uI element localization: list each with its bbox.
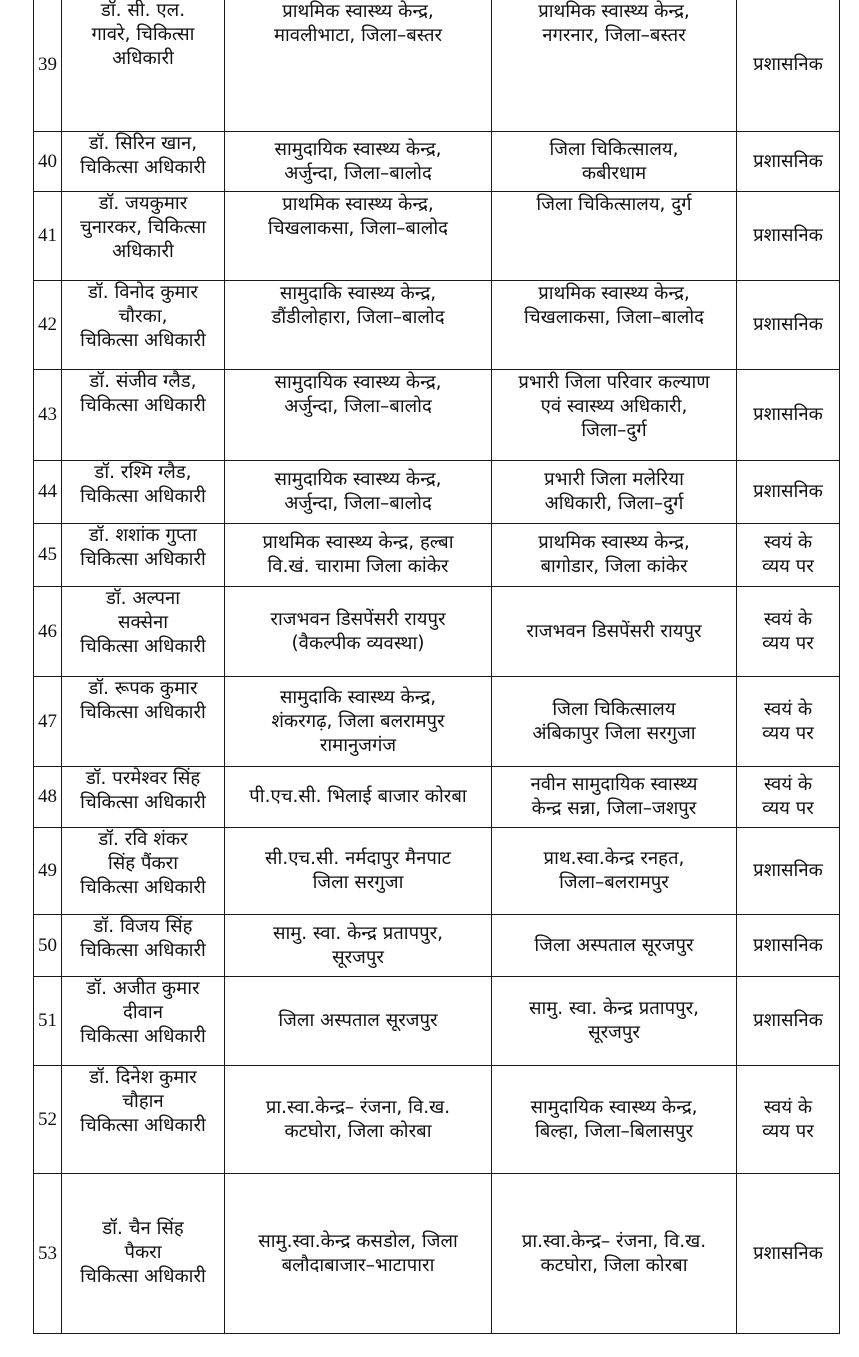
current-posting-cell: सामुदायिक स्वास्थ्य केन्द्र, अर्जुन्दा, जिला–बालोद [225,370,492,461]
current-posting-cell: जिला अस्पताल सूरजपुर [225,977,492,1066]
transfer-type-cell: स्वयं के व्यय पर [737,1066,840,1174]
current-posting-cell: प्राथमिक स्वास्थ्य केन्द्र, हल्बा वि.खं. चारामा जिला कांकेर [225,524,492,587]
officer-name-cell: डॉ. विनोद कुमार चौरका, चिकित्सा अधिकारी [62,281,225,370]
officer-name-cell: डॉ. अल्पना सक्सेना चिकित्सा अधिकारी [62,587,225,677]
new-posting-cell: प्रभारी जिला मलेरिया अधिकारी, जिला–दुर्ग [492,461,737,524]
transfer-type-cell: स्वयं के व्यय पर [737,677,840,767]
new-posting-cell: प्राथमिक स्वास्थ्य केन्द्र, नगरनार, जिला–बस्तर [492,0,737,132]
transfer-type-cell: प्रशासनिक [737,0,840,132]
transfer-type-cell: प्रशासनिक [737,370,840,461]
new-posting-cell: प्रभारी जिला परिवार कल्याण एवं स्वास्थ्य अधिकारी, जिला–दुर्ग [492,370,737,461]
table-row [34,1066,840,1174]
officer-name-cell: डॉ. चैन सिंह पैकरा चिकित्सा अधिकारी [62,1174,225,1334]
serial-number-cell: 39 [34,0,62,132]
officer-name-cell: डॉ. विजय सिंह चिकित्सा अधिकारी [62,915,225,977]
current-posting-cell: प्रा.स्वा.केन्द्र– रंजना, वि.ख. कटघोरा, जिला कोरबा [225,1066,492,1174]
table-row [34,281,840,370]
transfer-type-cell: प्रशासनिक [737,281,840,370]
serial-number-cell: 48 [34,767,62,828]
officer-name-cell: डॉ. रवि शंकर सिंह पैंकरा चिकित्सा अधिकारी [62,828,225,915]
serial-number-cell: 52 [34,1066,62,1174]
current-posting-cell: सामुदायिक स्वास्थ्य केन्द्र, अर्जुन्दा, जिला–बालोद [225,132,492,192]
serial-number-cell: 41 [34,192,62,281]
table-row [34,677,840,767]
table-row [34,977,840,1066]
transfer-type-cell: प्रशासनिक [737,461,840,524]
new-posting-cell: जिला चिकित्सालय, दुर्ग [492,192,737,281]
table-row [34,587,840,677]
table-row [34,192,840,281]
transfer-type-cell: प्रशासनिक [737,828,840,915]
officer-name-cell: डॉ. शशांक गुप्ता चिकित्सा अधिकारी [62,524,225,587]
serial-number-cell: 47 [34,677,62,767]
serial-number-cell: 53 [34,1174,62,1334]
new-posting-cell: प्राथमिक स्वास्थ्य केन्द्र, चिखलाकसा, जिला–बालोद [492,281,737,370]
serial-number-cell: 40 [34,132,62,192]
new-posting-cell: प्राथ.स्वा.केन्द्र रनहत, जिला–बलरामपुर [492,828,737,915]
table-row [34,1174,840,1334]
table-row [34,915,840,977]
serial-number-cell: 43 [34,370,62,461]
current-posting-cell: सामुदायिक स्वास्थ्य केन्द्र, अर्जुन्दा, जिला–बालोद [225,461,492,524]
table-row [34,132,840,192]
transfer-table [33,0,840,1334]
officer-name-cell: डॉ. अजीत कुमार दीवान चिकित्सा अधिकारी [62,977,225,1066]
serial-number-cell: 49 [34,828,62,915]
transfer-type-cell: प्रशासनिक [737,132,840,192]
transfer-type-cell: प्रशासनिक [737,1174,840,1334]
serial-number-cell: 51 [34,977,62,1066]
transfer-type-cell: प्रशासनिक [737,915,840,977]
officer-name-cell: डॉ. परमेश्वर सिंह चिकित्सा अधिकारी [62,767,225,828]
table-row [34,461,840,524]
table-row [34,767,840,828]
new-posting-cell: सामुदायिक स्वास्थ्य केन्द्र, बिल्हा, जिला–बिलासपुर [492,1066,737,1174]
table-body [34,0,840,1334]
transfer-type-cell: स्वयं के व्यय पर [737,587,840,677]
new-posting-cell: प्रा.स्वा.केन्द्र– रंजना, वि.ख. कटघोरा, जिला कोरबा [492,1174,737,1334]
current-posting-cell: सी.एच.सी. नर्मदापुर मैनपाट जिला सरगुजा [225,828,492,915]
serial-number-cell: 44 [34,461,62,524]
officer-name-cell: डॉ. संजीव ग्लैड, चिकित्सा अधिकारी [62,370,225,461]
transfer-type-cell: स्वयं के व्यय पर [737,767,840,828]
new-posting-cell: जिला चिकित्सालय अंबिकापुर जिला सरगुजा [492,677,737,767]
officer-name-cell: डॉ. जयकुमार चुनारकर, चिकित्सा अधिकारी [62,192,225,281]
officer-name-cell: डॉ. सिरिन खान, चिकित्सा अधिकारी [62,132,225,192]
current-posting-cell: प्राथमिक स्वास्थ्य केन्द्र, चिखलाकसा, जिला–बालोद [225,192,492,281]
table-row [34,828,840,915]
officer-name-cell: डॉ. सी. एल. गावरे, चिकित्सा अधिकारी [62,0,225,132]
current-posting-cell: प्राथमिक स्वास्थ्य केन्द्र, मावलीभाटा, जिला–बस्तर [225,0,492,132]
officer-name-cell: डॉ. रश्मि ग्लैड, चिकित्सा अधिकारी [62,461,225,524]
current-posting-cell: सामुदाकि स्वास्थ्य केन्द्र, शंकरगढ़, जिला बलरामपुर रामानुजगंज [225,677,492,767]
current-posting-cell: पी.एच.सी. भिलाई बाजार कोरबा [225,767,492,828]
serial-number-cell: 46 [34,587,62,677]
new-posting-cell: जिला अस्पताल सूरजपुर [492,915,737,977]
table-row [34,370,840,461]
new-posting-cell: नवीन सामुदायिक स्वास्थ्य केन्द्र सन्ना, जिला–जशपुर [492,767,737,828]
transfer-type-cell: प्रशासनिक [737,977,840,1066]
table-row [34,524,840,587]
serial-number-cell: 42 [34,281,62,370]
current-posting-cell: राजभवन डिसपेंसरी रायपुर (वैकल्पीक व्यवस्था) [225,587,492,677]
new-posting-cell: सामु. स्वा. केन्द्र प्रतापपुर, सूरजपुर [492,977,737,1066]
serial-number-cell: 45 [34,524,62,587]
officer-name-cell: डॉ. दिनेश कुमार चौहान चिकित्सा अधिकारी [62,1066,225,1174]
table-row [34,0,840,132]
officer-name-cell: डॉ. रूपक कुमार चिकित्सा अधिकारी [62,677,225,767]
transfer-type-cell: स्वयं के व्यय पर [737,524,840,587]
current-posting-cell: सामु. स्वा. केन्द्र प्रतापपुर, सूरजपुर [225,915,492,977]
new-posting-cell: राजभवन डिसपेंसरी रायपुर [492,587,737,677]
new-posting-cell: प्राथमिक स्वास्थ्य केन्द्र, बागोडार, जिला कांकेर [492,524,737,587]
serial-number-cell: 50 [34,915,62,977]
new-posting-cell: जिला चिकित्सालय, कबीरधाम [492,132,737,192]
transfer-type-cell: प्रशासनिक [737,192,840,281]
current-posting-cell: सामुदाकि स्वास्थ्य केन्द्र, डौंडीलोहारा, जिला–बालोद [225,281,492,370]
current-posting-cell: सामु.स्वा.केन्द्र कसडोल, जिला बलौदाबाजार–भाटापारा [225,1174,492,1334]
